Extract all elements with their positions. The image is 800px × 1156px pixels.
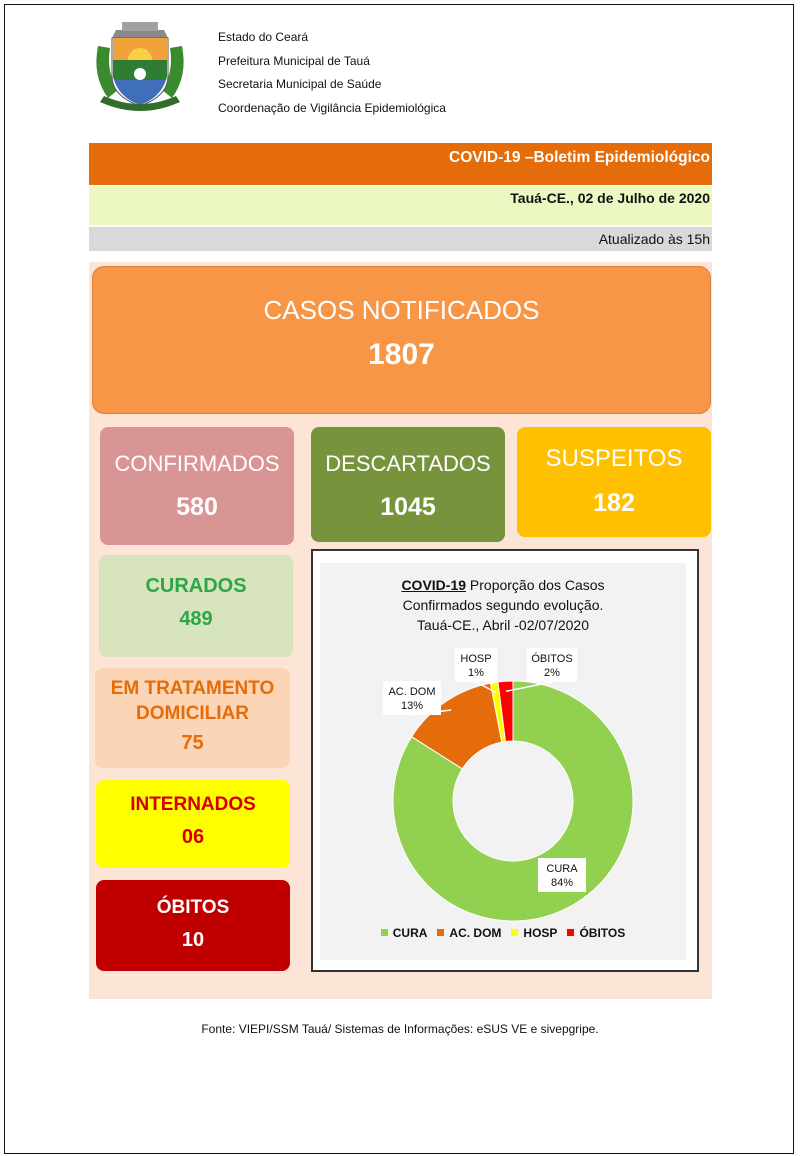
legend-label: HOSP <box>523 926 558 940</box>
chart-title-line2: Confirmados segundo evolução. <box>402 597 604 613</box>
data-label-category: ÓBITOS <box>531 653 573 665</box>
card-value: 182 <box>593 489 635 517</box>
legend-label: CURA <box>392 926 428 940</box>
bulletin-title: COVID-19 –Boletim Epidemiológico <box>89 143 712 185</box>
chart-title-bold: COVID-19 <box>401 577 467 593</box>
card-confirmados <box>100 427 294 545</box>
bulletin-location-date: Tauá-CE., 02 de Julho de 2020 <box>89 186 712 225</box>
card-value: 1045 <box>380 493 436 521</box>
data-label-percent: 2% <box>544 667 560 679</box>
legend-item-ac-dom <box>437 926 501 940</box>
data-label-percent: 84% <box>550 877 574 889</box>
card-casos-notificados <box>92 266 711 414</box>
legend-label: ÓBITOS <box>579 926 626 940</box>
card-value: 75 <box>181 732 204 754</box>
header-line-state: Estado do Ceará <box>218 30 309 44</box>
card-descartados <box>311 427 505 542</box>
municipal-coat-of-arms-logo <box>88 16 192 120</box>
card-suspeitos <box>517 427 711 537</box>
legend-label: AC. DOM <box>449 926 502 940</box>
chart-title-rest: Proporção dos Casos <box>466 577 605 593</box>
donut-chart <box>320 563 686 960</box>
legend-swatch <box>437 929 444 936</box>
legend-swatch <box>567 929 574 936</box>
card-obitos <box>96 880 290 971</box>
card-label: INTERNADOS <box>130 794 256 815</box>
card-label: CONFIRMADOS <box>114 451 280 476</box>
header-line-health-secretariat: Secretaria Municipal de Saúde <box>218 77 382 91</box>
data-label-percent: 13% <box>400 700 424 712</box>
source-footer: Fonte: VIEPI/SSM Tauá/ Sistemas de Informações: eSUS VE e sivepgripe. <box>201 1022 599 1036</box>
card-label: CASOS NOTIFICADOS <box>263 295 540 325</box>
card-label: SUSPEITOS <box>545 445 683 472</box>
data-label-category: CURA <box>546 863 578 875</box>
card-label-line1: EM TRATAMENTO <box>110 678 275 699</box>
card-label: CURADOS <box>145 575 247 597</box>
card-value: 1807 <box>368 338 435 371</box>
card-value: 580 <box>176 493 218 521</box>
card-curados <box>99 555 293 657</box>
card-value: 489 <box>179 608 213 630</box>
chart-legend <box>320 926 686 940</box>
card-label: ÓBITOS <box>156 897 230 918</box>
card-value: 06 <box>181 826 205 848</box>
header-line-surveillance: Coordenação de Vigilância Epidemiológica <box>218 100 446 115</box>
header-institution-lines <box>218 26 446 120</box>
header-line-city-hall: Prefeitura Municipal de Tauá <box>218 53 370 68</box>
bulletin-updated: Atualizado às 15h <box>89 227 712 251</box>
data-label-percent: 1% <box>468 667 484 679</box>
legend-item--bitos <box>567 926 625 940</box>
data-label-category: HOSP <box>460 653 492 665</box>
card-internados <box>96 780 290 868</box>
card-label: DESCARTADOS <box>325 451 491 476</box>
card-label-line2: DOMICILIAR <box>136 703 249 724</box>
legend-swatch <box>381 929 388 936</box>
data-label-category: AC. DOM <box>388 686 436 698</box>
legend-item-cura <box>381 926 428 940</box>
chart-title-line3: Tauá-CE., Abril -02/07/2020 <box>417 617 589 633</box>
legend-item-hosp <box>511 926 557 940</box>
card-value: 10 <box>181 929 205 951</box>
card-em-tratamento-domiciliar <box>95 668 290 768</box>
legend-swatch <box>511 929 518 936</box>
